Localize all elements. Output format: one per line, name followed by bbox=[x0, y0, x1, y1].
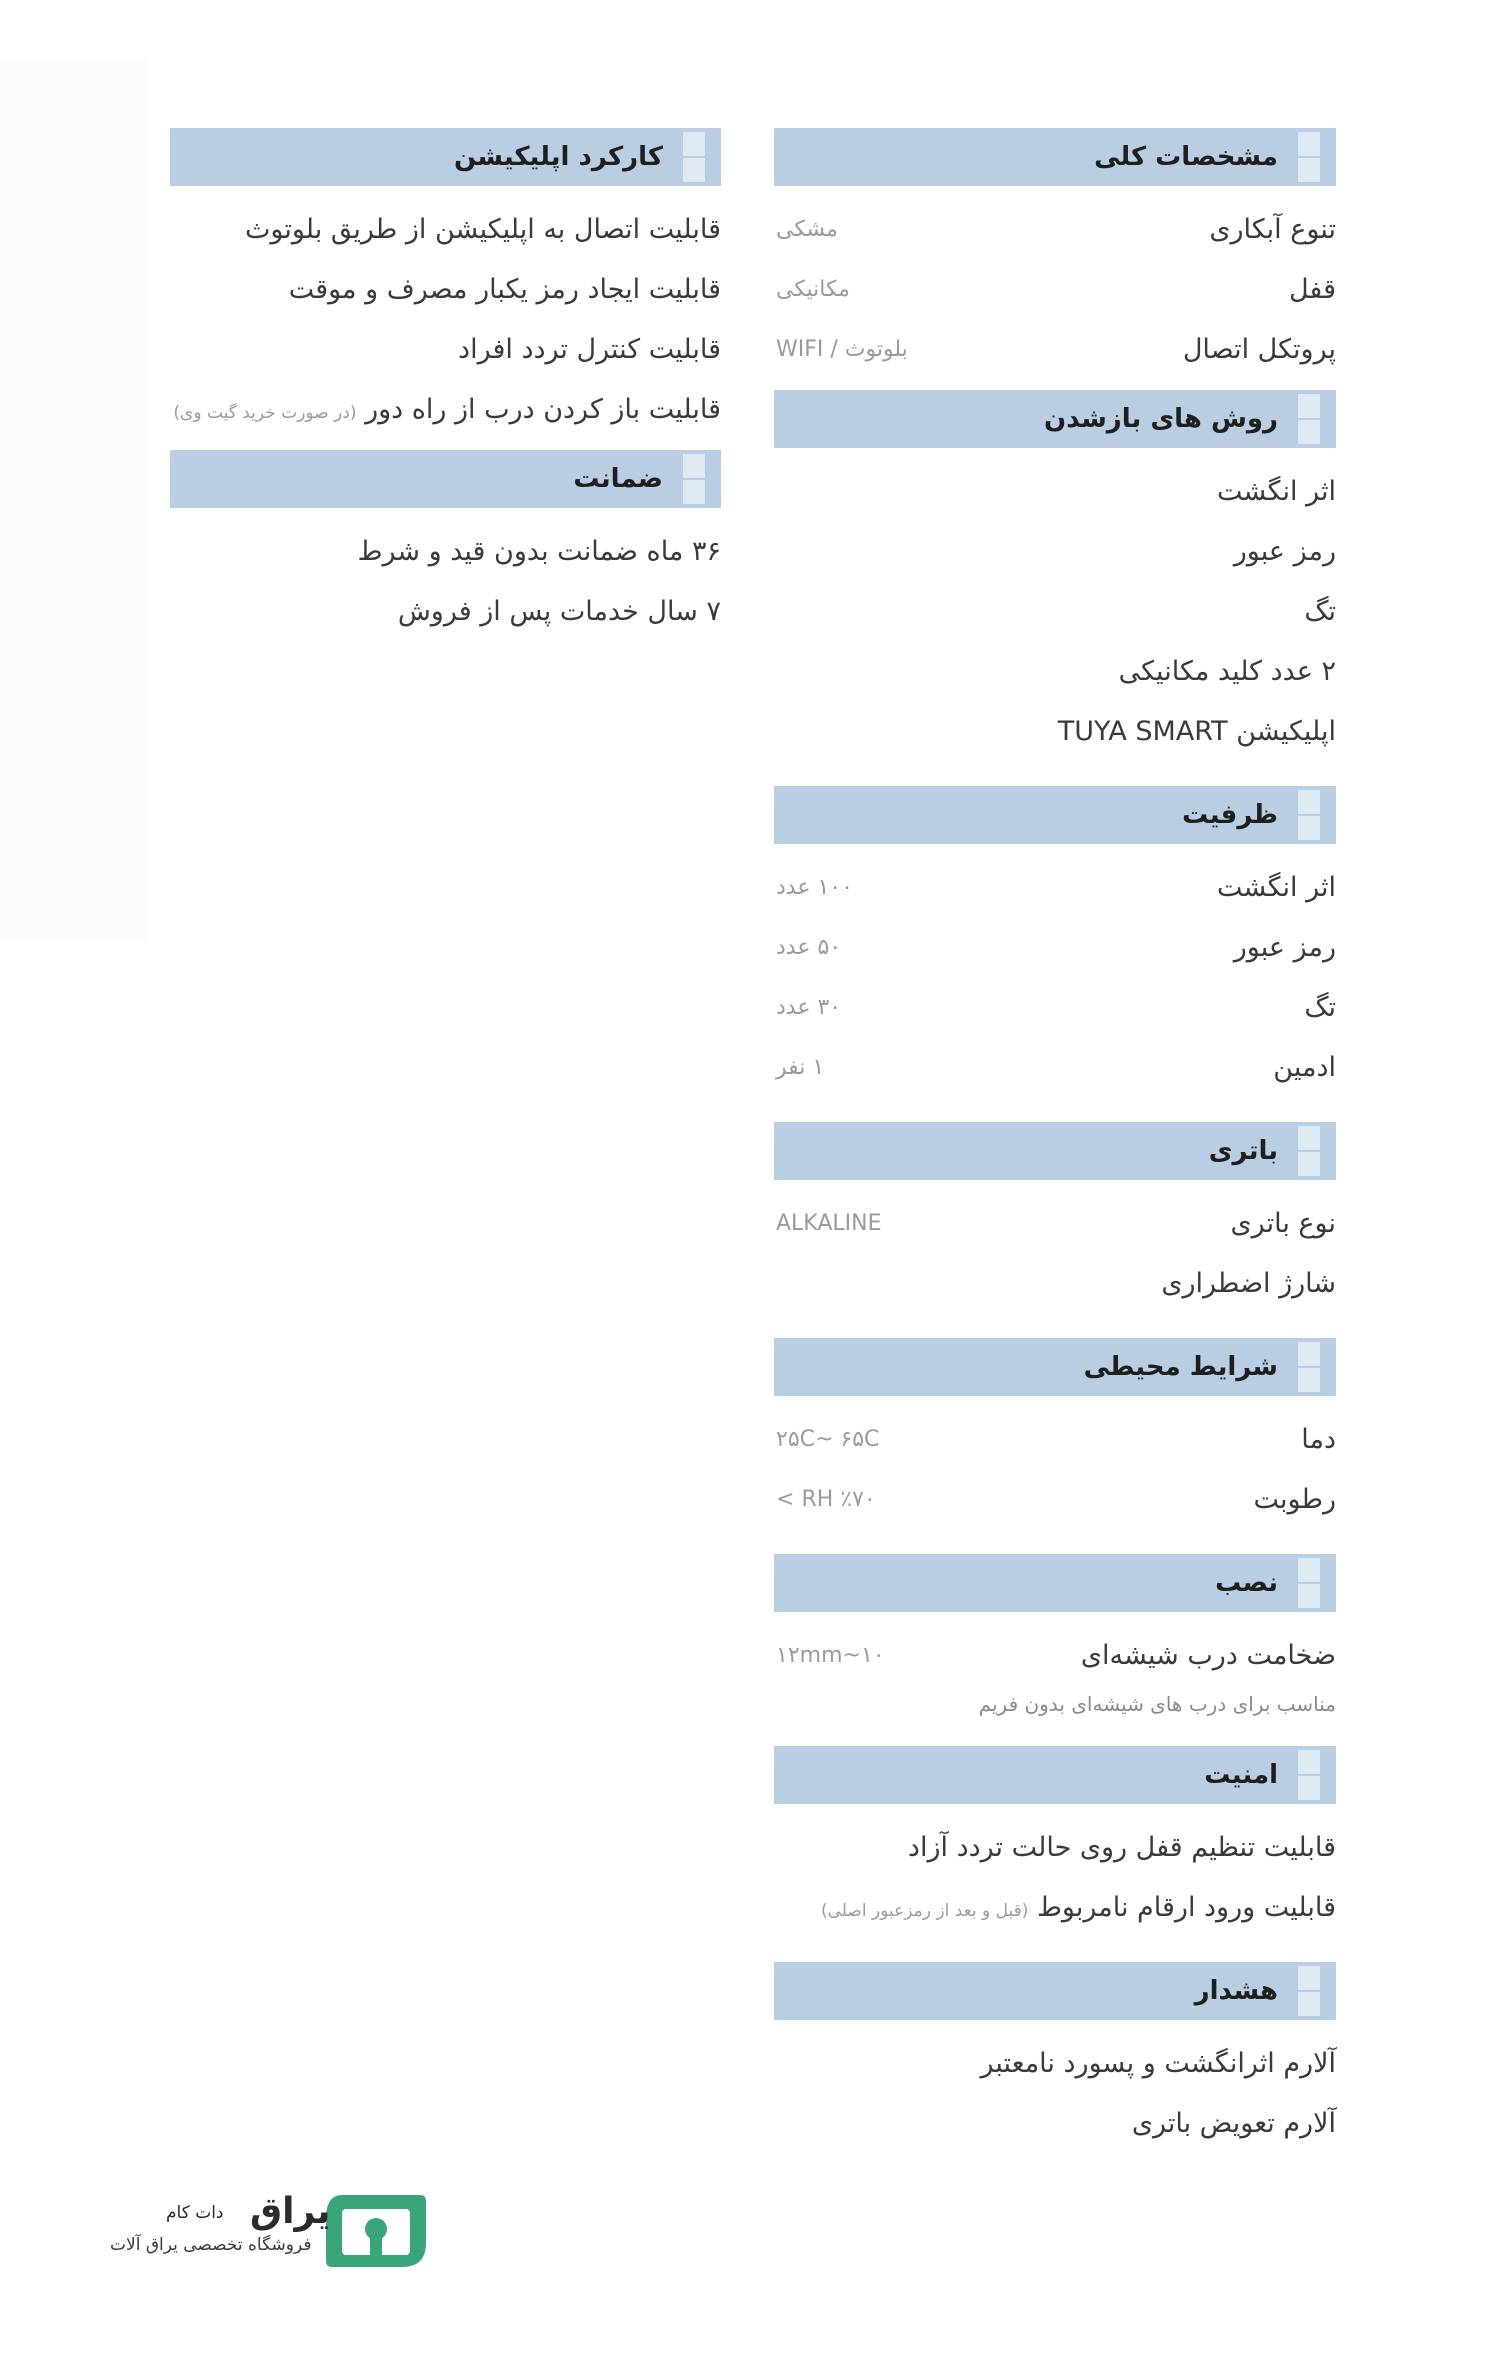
header-tab-icon bbox=[1298, 1122, 1336, 1180]
spec-value: ۱ نفر bbox=[776, 1055, 825, 1080]
spec-label: تنوع آبکاری bbox=[1209, 214, 1336, 245]
header-tab-icon bbox=[1298, 390, 1336, 448]
section-header-alarm bbox=[774, 1962, 1336, 2020]
header-tab-icon bbox=[1298, 1962, 1336, 2020]
section-title: باتری bbox=[1208, 1136, 1278, 1166]
spec-value: مشکی bbox=[776, 217, 838, 242]
header-tab-icon bbox=[1298, 128, 1336, 186]
spec-row bbox=[774, 1410, 1336, 1470]
spec-row bbox=[170, 320, 721, 380]
section-title: شرایط محیطی bbox=[1083, 1352, 1278, 1382]
spec-row bbox=[170, 522, 721, 582]
spec-label: قابلیت ایجاد رمز یکبار مصرف و موقت bbox=[288, 274, 721, 305]
spec-row bbox=[774, 1818, 1336, 1878]
spec-small-note: (در صورت خرید گیت وی) bbox=[173, 403, 357, 423]
spec-row bbox=[170, 582, 721, 642]
brand-name: یراق bbox=[250, 2191, 331, 2232]
spec-label: قابلیت اتصال به اپلیکیشن از طریق بلوتوث bbox=[244, 214, 721, 245]
section-header-app-features bbox=[170, 128, 721, 186]
spec-row bbox=[170, 260, 721, 320]
spec-label: اپلیکیشن TUYA SMART bbox=[1057, 716, 1336, 747]
spec-row bbox=[774, 642, 1336, 702]
section-title: هشدار bbox=[1194, 1976, 1278, 2006]
spec-label: رمز عبور bbox=[1233, 536, 1336, 567]
section-title: مشخصات کلی bbox=[1094, 142, 1278, 172]
header-tab-icon bbox=[683, 128, 721, 186]
section-title: نصب bbox=[1215, 1568, 1278, 1598]
brand-logo bbox=[110, 2185, 430, 2275]
spec-label: ادمین bbox=[1273, 1052, 1336, 1083]
spec-label: ۲ عدد کلید مکانیکی bbox=[1118, 656, 1336, 687]
spec-label: پروتکل اتصال bbox=[1182, 334, 1336, 365]
spec-row bbox=[774, 462, 1336, 522]
spec-row bbox=[774, 1470, 1336, 1530]
spec-label: رطوبت bbox=[1253, 1484, 1336, 1515]
section-header-battery bbox=[774, 1122, 1336, 1180]
section-title: ضمانت bbox=[573, 464, 663, 494]
spec-row bbox=[774, 858, 1336, 918]
spec-row bbox=[774, 200, 1336, 260]
spec-value: ٪۷۰ RH > bbox=[776, 1487, 876, 1512]
section-header-environment bbox=[774, 1338, 1336, 1396]
spec-label: ۷ سال خدمات پس از فروش bbox=[397, 596, 721, 627]
spec-label: ۳۶ ماه ضمانت بدون قید و شرط bbox=[357, 536, 721, 567]
spec-label: تگ bbox=[1304, 596, 1336, 627]
spec-row bbox=[774, 1038, 1336, 1098]
spec-label: نوع باتری bbox=[1230, 1208, 1336, 1239]
spec-label: اثر انگشت bbox=[1216, 872, 1336, 903]
spec-value: ۱۰۰ عدد bbox=[776, 875, 853, 900]
spec-label: قابلیت کنترل تردد افراد bbox=[458, 334, 721, 365]
section-title: ظرفیت bbox=[1182, 800, 1278, 830]
header-tab-icon bbox=[1298, 786, 1336, 844]
spec-row bbox=[774, 1254, 1336, 1314]
spec-note-row bbox=[774, 1686, 1336, 1722]
section-header-security bbox=[774, 1746, 1336, 1804]
section-header-opening-methods bbox=[774, 390, 1336, 448]
spec-label: قابلیت ورود ارقام نامربوط (قبل و بعد از رمزعبور اصلی) bbox=[821, 1892, 1336, 1923]
header-tab-icon bbox=[1298, 1554, 1336, 1612]
spec-row bbox=[170, 380, 721, 440]
spec-row bbox=[774, 918, 1336, 978]
spec-row bbox=[774, 582, 1336, 642]
spec-value: مکانیکی bbox=[776, 277, 850, 302]
section-header-capacity bbox=[774, 786, 1336, 844]
spec-label: رمز عبور bbox=[1233, 932, 1336, 963]
section-header-installation bbox=[774, 1554, 1336, 1612]
spec-label: تگ bbox=[1304, 992, 1336, 1023]
spec-row bbox=[774, 320, 1336, 380]
spec-value: ۳۰ عدد bbox=[776, 995, 842, 1020]
spec-label: ضخامت درب شیشه‌ای bbox=[1080, 1640, 1336, 1671]
spec-small-note: (قبل و بعد از رمزعبور اصلی) bbox=[821, 1901, 1029, 1921]
section-header-warranty bbox=[170, 450, 721, 508]
spec-row bbox=[774, 978, 1336, 1038]
spec-label: آلارم تعویض باتری bbox=[1131, 2108, 1336, 2139]
specs-column-left bbox=[170, 128, 721, 642]
section-header-general bbox=[774, 128, 1336, 186]
specs-column-right bbox=[774, 128, 1336, 2154]
spec-label: قابلیت باز کردن درب از راه دور (در صورت خرید گیت وی) bbox=[173, 394, 721, 425]
spec-row bbox=[774, 1626, 1336, 1686]
spec-label: شارژ اضطراری bbox=[1161, 1268, 1336, 1299]
spec-row bbox=[774, 1194, 1336, 1254]
spec-label: اثر انگشت bbox=[1216, 476, 1336, 507]
section-title: امنیت bbox=[1204, 1760, 1278, 1790]
brand-suffix: دات کام bbox=[166, 2203, 224, 2223]
spec-label: قابلیت تنظیم قفل روی حالت تردد آزاد bbox=[907, 1832, 1336, 1863]
background-panel bbox=[0, 60, 148, 940]
keyhole-logo-icon bbox=[322, 2191, 430, 2271]
spec-value: ۵۰ عدد bbox=[776, 935, 842, 960]
spec-label: دما bbox=[1301, 1424, 1336, 1455]
header-tab-icon bbox=[1298, 1746, 1336, 1804]
spec-row bbox=[774, 2094, 1336, 2154]
section-title: کارکرد اپلیکیشن bbox=[453, 142, 663, 172]
spec-value: ۱۰~۱۲mm bbox=[776, 1643, 885, 1668]
brand-tagline: فروشگاه تخصصی یراق آلات bbox=[110, 2235, 312, 2255]
spec-row bbox=[774, 260, 1336, 320]
spec-value: بلوتوث / WIFI bbox=[776, 337, 908, 362]
section-title: روش های بازشدن bbox=[1044, 404, 1278, 434]
spec-row bbox=[170, 200, 721, 260]
spec-label: آلارم اثرانگشت و پسورد نامعتبر bbox=[980, 2048, 1336, 2079]
spec-row bbox=[774, 2034, 1336, 2094]
spec-row bbox=[774, 522, 1336, 582]
spec-value: ۲۵C~ ۶۵C bbox=[776, 1427, 880, 1452]
spec-note: مناسب برای درب های شیشه‌ای بدون فریم bbox=[978, 1692, 1336, 1716]
spec-value: ALKALINE bbox=[776, 1211, 882, 1236]
header-tab-icon bbox=[683, 450, 721, 508]
header-tab-icon bbox=[1298, 1338, 1336, 1396]
spec-row bbox=[774, 702, 1336, 762]
spec-row bbox=[774, 1878, 1336, 1938]
spec-label: قفل bbox=[1288, 274, 1336, 305]
